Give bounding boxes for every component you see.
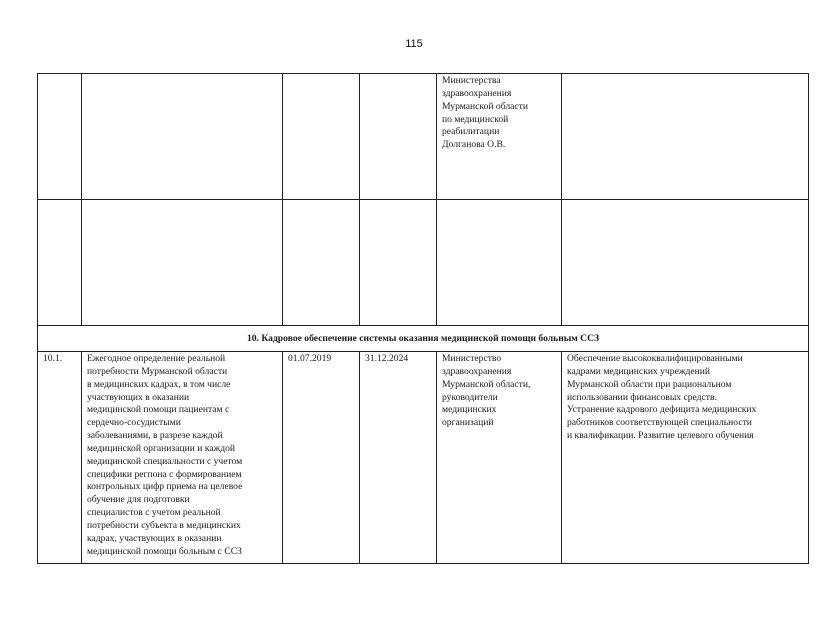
- cell-number: [38, 74, 82, 200]
- section-heading-row: [38, 326, 809, 352]
- cell-result: [562, 74, 809, 200]
- cell-end-date: [360, 74, 437, 200]
- cell-description: Ежегодное определение реальной потребности Мурманской области в медицинских кадрах, в том числе участвующих в оказании медицинской помощи пациентам с сердечно-сосудистыми заболеваниями, в разрезе каждой медицинской организации и каждой медицинской специальности с учетом специфики регпона с формированием контрольных цифр приема на целевое обучение для подготовки специалистов с учетом реальной потребности субъекта в медицинских кадрах, участвующих в оказании медицинской помощи больным с ССЗ: [82, 352, 283, 564]
- cell-start-date: 01.07.2019: [283, 352, 360, 564]
- cell-responsible: Министерства здравоохранения Мурманской области по медицинской реабилитации Долганова О.В.: [437, 74, 562, 200]
- section-heading: 10. Кадровое обеспечение системы оказания медицинской помощи больным ССЗ: [38, 326, 809, 352]
- cell-result: [562, 200, 809, 326]
- cell-responsible: Министерство здравоохранения Мурманской области, руководители медицинских организаций: [437, 352, 562, 564]
- cell-description: [82, 74, 283, 200]
- cell-end-date: 31.12.2024: [360, 352, 437, 564]
- cell-responsible: [437, 200, 562, 326]
- table-row: [38, 200, 809, 326]
- cell-end-date: [360, 200, 437, 326]
- plan-table: [37, 73, 809, 564]
- cell-result: Обеспечение высококвалифицированными кадрами медицинских учреждений Мурманской области при рациональном использовании финансовых средств. Устранение кадрового дефицита медицинских работников соответствующей специальности и квалификации. Развитие целевого обучения: [562, 352, 809, 564]
- table-row: [38, 74, 809, 200]
- table-row: [38, 352, 809, 564]
- cell-number: 10.1.: [38, 352, 82, 564]
- page-number: 115: [405, 38, 423, 50]
- cell-start-date: [283, 74, 360, 200]
- cell-description: [82, 200, 283, 326]
- cell-start-date: [283, 200, 360, 326]
- cell-number: [38, 200, 82, 326]
